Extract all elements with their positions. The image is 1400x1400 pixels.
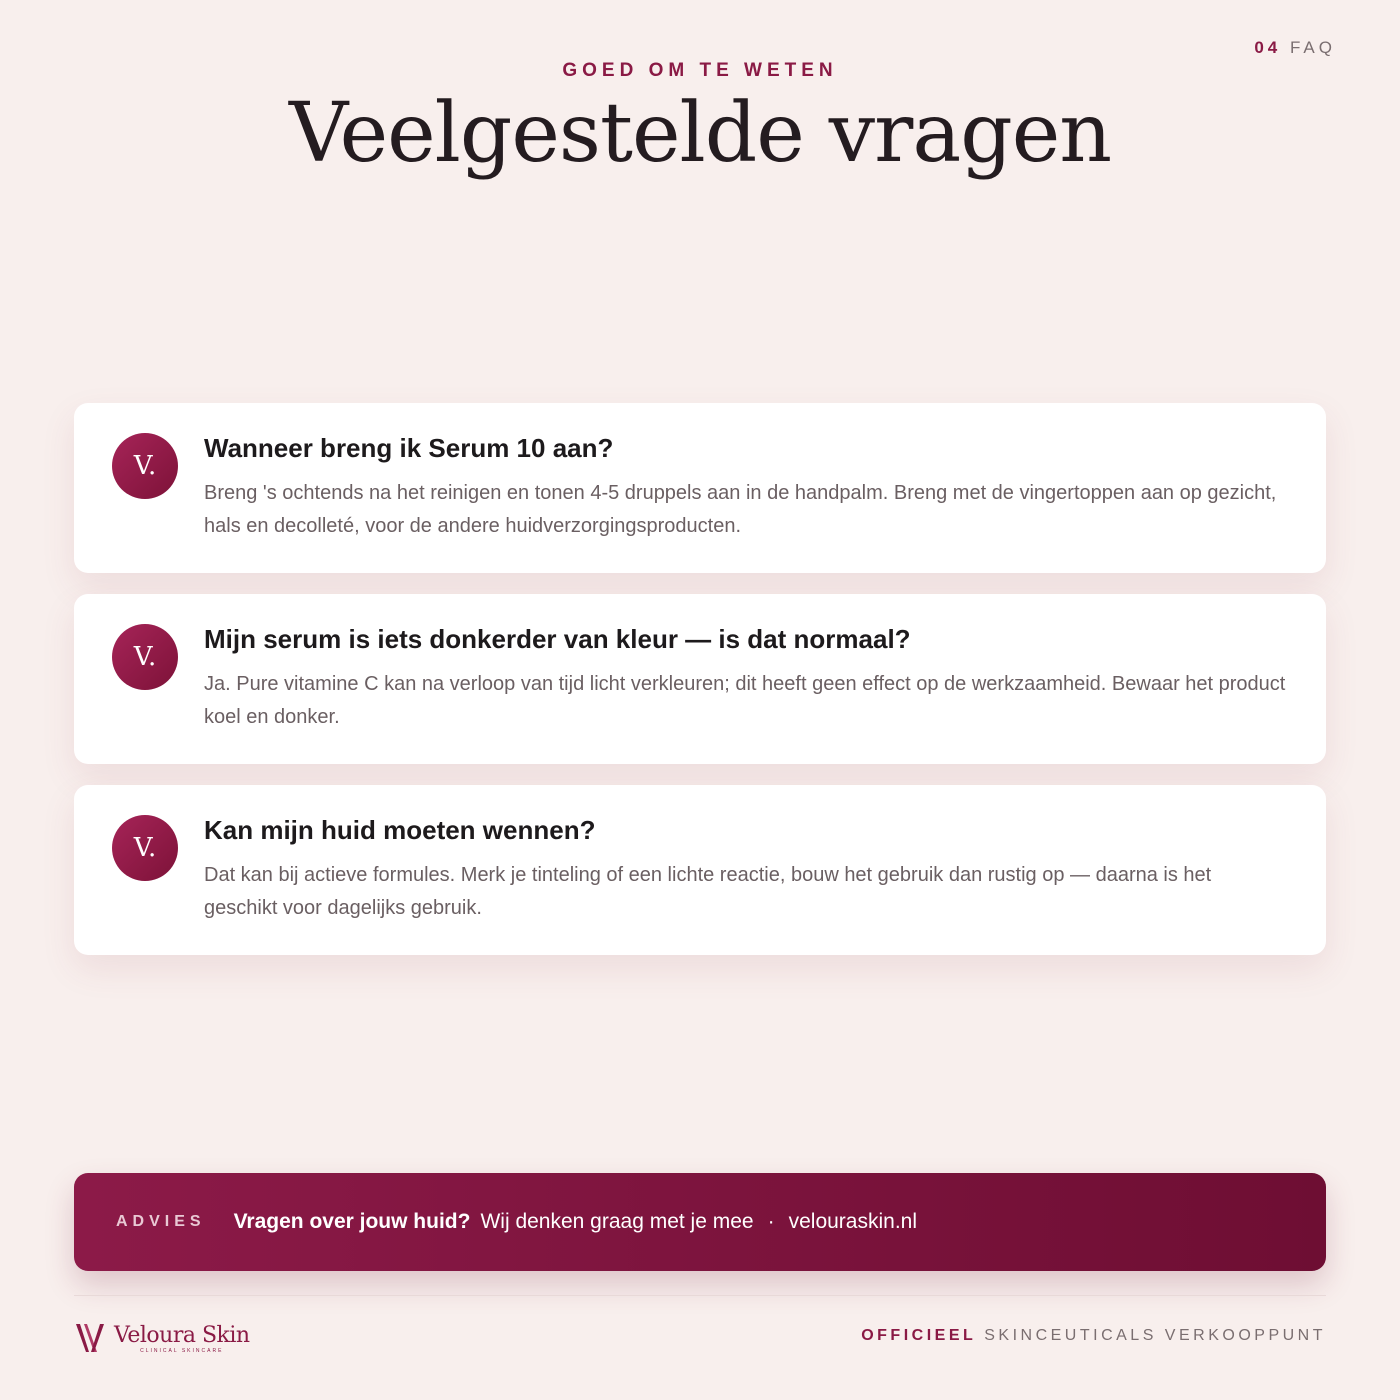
page-number-value: 04: [1254, 38, 1282, 57]
faq-card: [74, 785, 1326, 955]
page-number-label: FAQ: [1289, 38, 1336, 57]
faq-card: [74, 594, 1326, 764]
brand-logo: [74, 1318, 250, 1358]
logo-text: Veloura Skin: [114, 1322, 250, 1348]
footer-tagline-rest: SKINCEUTICALS VERKOOPPUNT: [984, 1327, 1326, 1344]
page-title: Veelgestelde vragen: [288, 86, 1112, 181]
faq-list: [74, 403, 1326, 976]
footer-divider: [74, 1295, 1326, 1296]
advice-lead: Vragen over jouw huid?: [233, 1210, 471, 1233]
footer-tagline: [861, 1327, 1326, 1345]
advice-separator: ·: [767, 1210, 775, 1233]
faq-answer: Breng 's ochtends na het reinigen en tonen 4-5 druppels aan in de handpalm. Breng met de vingertoppen aan op gezicht, hals en decolleté, voor de andere huidverzorgingsproducten.: [204, 482, 1277, 537]
faq-question: Mijn serum is iets donkerder van kleur — is dat normaal?: [204, 624, 911, 654]
faq-card: [74, 403, 1326, 573]
advice-url-link[interactable]: velouraskin.nl: [788, 1210, 917, 1233]
advice-tag: ADVIES: [116, 1213, 206, 1230]
faq-badge: V.: [112, 624, 178, 690]
eyebrow: GOED OM TE WETEN: [562, 60, 838, 81]
faq-question: Kan mijn huid moeten wennen?: [204, 815, 596, 845]
faq-question: Wanneer breng ik Serum 10 aan?: [204, 433, 614, 463]
advice-banner: [74, 1173, 1326, 1271]
logo-subtext: CLINICAL SKINCARE: [140, 1347, 224, 1354]
footer-tagline-strong: OFFICIEEL: [861, 1327, 977, 1344]
logo-mark-icon: [74, 1320, 106, 1356]
faq-badge: V.: [112, 433, 178, 499]
faq-answer: Dat kan bij actieve formules. Merk je tinteling of een lichte reactie, bouw het gebruik dan rustig op — daarna is het geschikt voor dagelijks gebruik.: [204, 864, 1212, 919]
advice-text: Wij denken graag met je mee: [480, 1210, 754, 1233]
faq-badge: V.: [112, 815, 178, 881]
faq-answer: Ja. Pure vitamine C kan na verloop van tijd licht verkleuren; dit heeft geen effect op de werkzaamheid. Bewaar het product koel en donker.: [204, 673, 1286, 728]
page-number: [1254, 38, 1336, 58]
